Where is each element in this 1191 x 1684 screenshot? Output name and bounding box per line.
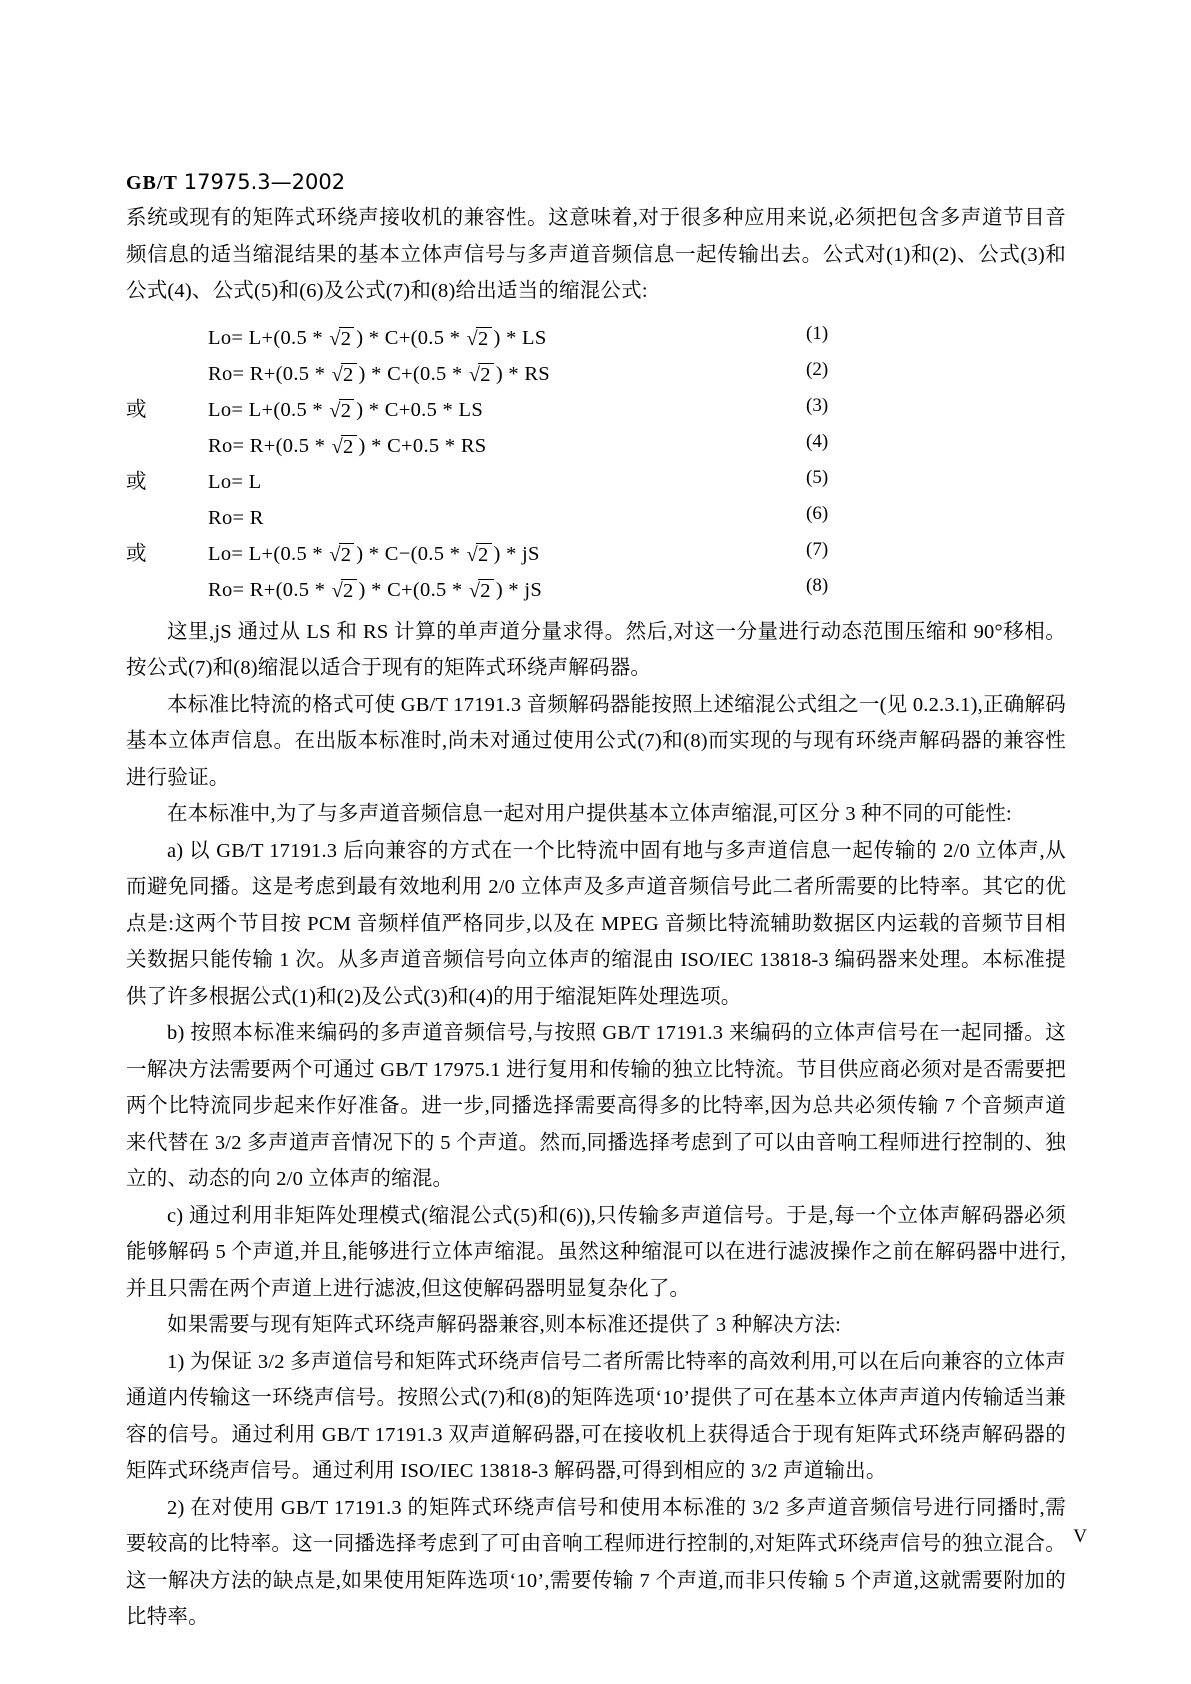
formula-expression-3: Lo= L+(0.5 * √2 ) * C+0.5 * LS xyxy=(208,392,483,428)
formula-number-3: (3) xyxy=(806,394,829,416)
paragraph-3: 本标准比特流的格式可使 GB/T 17191.3 音频解码器能按照上述缩混公式组之一(见 0.2.3.1),正确解码基本立体声信息。在出版本标准时,尚未对通过使用公式(7)和(8)而实现的与现有环绕声解码器的兼容性进行验证。 xyxy=(126,693,1066,789)
radical-icon: √2 xyxy=(468,572,496,608)
paragraph-7-item-c: c) 通过利用非矩阵处理模式(缩混公式(5)和(6)),只传输多声道信号。于是,每一个立体声解码器必须能够解码 5 个声道,并且,能够进行立体声缩混。虽然这种缩混可以在进行滤波操作之前在解码器中进行,并且只需在两个声道上进行滤波,但这使解码器明显复杂化了。 xyxy=(126,1204,1066,1300)
formula-row-6 xyxy=(126,500,1066,536)
formula-expression-4: Ro= R+(0.5 * √2 ) * C+0.5 * RS xyxy=(208,428,487,464)
formula-row-4 xyxy=(126,428,1066,464)
paragraph-5-item-a: a) 以 GB/T 17191.3 后向兼容的方式在一个比特流中固有地与多声道信息一起传输的 2/0 立体声,从而避免同播。这是考虑到最有效地利用 2/0 立体声及多声道音频信号此二者所需要的比特率。其它的优点是:这两个节目按 PCM 音频样值严格同步,以及在 MPEG 音频比特流辅助数据区内运载的音频节目相关数据只能传输 1 次。从多声道音频信号向立体声的缩混由 ISO/IEC 13818-3 编码器来处理。本标准提供了许多根据公式(1)和(2)及公式(3)和(4)的用于缩混矩阵处理选项。 xyxy=(126,839,1066,1008)
page-number: V xyxy=(1073,1526,1087,1547)
paragraph-1: 系统或现有的矩阵式环绕声接收机的兼容性。这意味着,对于很多种应用来说,必须把包含多声道节目音频信息的适当缩混结果的基本立体声信号与多声道音频信息一起传输出去。公式对(1)和(2)、公式(3)和公式(4)、公式(5)和(6)及公式(7)和(8)给出适当的缩混公式: xyxy=(126,207,1066,302)
radical-icon: √2 xyxy=(468,356,496,392)
or-label-1: 或 xyxy=(126,398,147,421)
formula-number-8: (8) xyxy=(806,574,829,596)
paragraph-10-item-2: 2) 在对使用 GB/T 17191.3 的矩阵式环绕声信号和使用本标准的 3/2 多声道音频信号进行同播时,需要较高的比特率。这一同播选择考虑到了可由音响工程师进行控制的,对矩阵式环绕声信号的独立混合。这一解决方法的缺点是,如果使用矩阵选项‘10’,需要传输 7 个声道,而非只传输 5 个声道,这就需要附加的比特率。 xyxy=(126,1496,1066,1628)
radical-icon: √2 xyxy=(331,356,359,392)
radical-icon: √2 xyxy=(328,392,356,428)
paragraph-8: 如果需要与现有矩阵式环绕声解码器兼容,则本标准还提供了 3 种解决方法: xyxy=(167,1314,842,1336)
formula-row-2 xyxy=(126,356,1066,392)
formula-number-4: (4) xyxy=(806,430,829,452)
formula-expression-1: Lo= L+(0.5 * √2 ) * C+(0.5 * √2 ) * LS xyxy=(208,320,547,356)
paragraph-9-item-1: 1) 为保证 3/2 多声道信号和矩阵式环绕声信号二者所需比特率的高效利用,可以在后向兼容的立体声通道内传输这一环绕声信号。按照公式(7)和(8)的矩阵选项‘10’提供了可在基本立体声声道内传输适当兼容的信号。通过利用 GB/T 17191.3 双声道解码器,可在接收机上获得适合于现有矩阵式环绕声解码器的矩阵式环绕声信号。通过利用 ISO/IEC 13818-3 解码器,可得到相应的 3/2 声道输出。 xyxy=(126,1350,1066,1482)
radical-icon: √2 xyxy=(331,428,359,464)
formula-row-3 xyxy=(126,392,1066,428)
formula-number-2: (2) xyxy=(806,358,829,380)
paragraph-4: 在本标准中,为了与多声道音频信息一起对用户提供基本立体声缩混,可区分 3 种不同的可能性: xyxy=(167,803,1012,825)
formula-number-6: (6) xyxy=(806,502,829,524)
formula-block xyxy=(126,320,1066,608)
radical-icon: √2 xyxy=(328,320,356,356)
standard-number: 17975.3—2002 xyxy=(183,170,346,194)
paragraph-6-item-b: b) 按照本标准来编码的多声道音频信号,与按照 GB/T 17191.3 来编码的立体声信号在一起同播。这一解决方法需要两个可通过 GB/T 17975.1 进行复用和传输的独立比特流。节目供应商必须对是否需要把两个比特流同步起来作好准备。进一步,同播选择需要高得多的比特率,因为总共必须传输 7 个音频声道来代替在 3/2 多声道声音情况下的 5 个声道。然而,同播选择考虑到了可以由音响工程师进行控制的、独立的、动态的向 2/0 立体声的缩混。 xyxy=(126,1022,1066,1190)
formula-row-8 xyxy=(126,572,1066,608)
formula-expression-2: Ro= R+(0.5 * √2 ) * C+(0.5 * √2 ) * RS xyxy=(208,356,550,392)
radical-icon: √2 xyxy=(466,320,494,356)
radical-icon: √2 xyxy=(331,572,359,608)
formula-number-7: (7) xyxy=(806,538,829,560)
or-label-3: 或 xyxy=(126,542,147,565)
formula-number-5: (5) xyxy=(806,466,829,488)
document-header xyxy=(126,170,1066,200)
formula-row-5 xyxy=(126,464,1066,500)
standard-prefix: GB/T xyxy=(126,172,178,194)
formula-row-7 xyxy=(126,536,1066,572)
formula-expression-7: Lo= L+(0.5 * √2 ) * C−(0.5 * √2 ) * jS xyxy=(208,536,540,572)
formula-expression-6: Ro= R xyxy=(208,506,264,529)
formula-expression-8: Ro= R+(0.5 * √2 ) * C+(0.5 * √2 ) * jS xyxy=(208,572,542,608)
formula-expression-5: Lo= L xyxy=(208,470,262,493)
radical-icon: √2 xyxy=(466,536,494,572)
page-content xyxy=(126,0,1066,1636)
formula-number-1: (1) xyxy=(806,322,829,344)
formula-row-1 xyxy=(126,320,1066,356)
or-label-2: 或 xyxy=(126,470,147,493)
paragraph-2: 这里,jS 通过从 LS 和 RS 计算的单声道分量求得。然后,对这一分量进行动态范围压缩和 90°移相。按公式(7)和(8)缩混以适合于现有的矩阵式环绕声解码器。 xyxy=(126,620,1066,679)
radical-icon: √2 xyxy=(328,536,356,572)
